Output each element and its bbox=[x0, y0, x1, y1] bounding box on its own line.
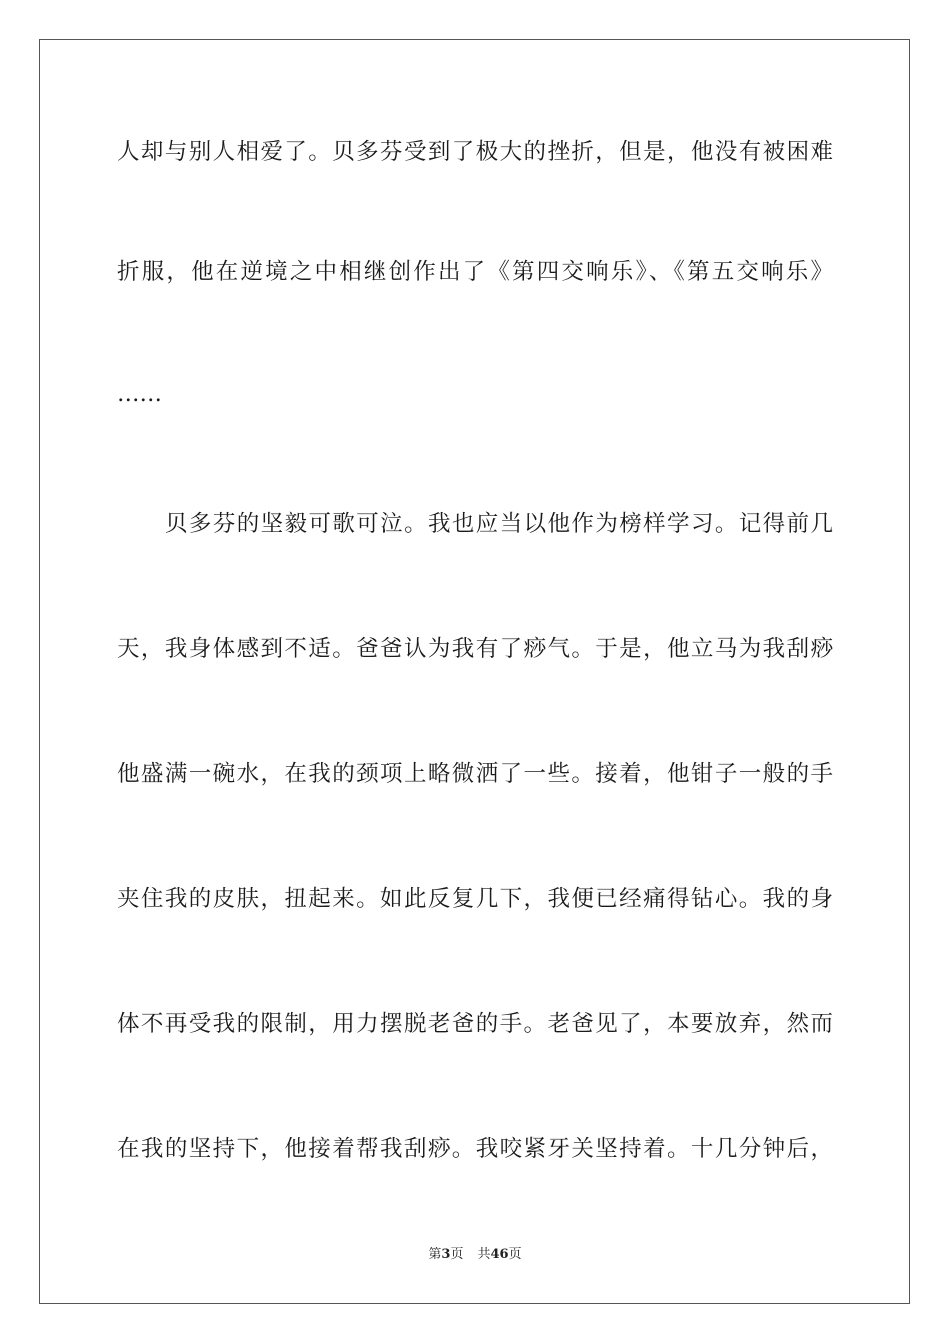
body-text-line-5: 天，我身体感到不适。爸爸认为我有了痧气。于是，他立马为我刮痧 bbox=[117, 636, 833, 662]
body-text-line-3: …… bbox=[117, 381, 162, 407]
page-footer bbox=[0, 1246, 950, 1264]
page-suffix: 页 bbox=[450, 1247, 464, 1262]
total-pages: 46 bbox=[490, 1247, 509, 1262]
paragraph-start-line: 贝多芬的坚毅可歌可泣。我也应当以他作为榜样学习。记得前几 bbox=[165, 511, 833, 537]
body-text-line-7: 夹住我的皮肤，扭起来。如此反复几下，我便已经痛得钻心。我的身 bbox=[117, 886, 833, 912]
page-prefix: 第 bbox=[428, 1247, 442, 1262]
body-text-line-6: 他盛满一碗水，在我的颈项上略微洒了一些。接着，他钳子一般的手 bbox=[117, 761, 833, 787]
total-prefix: 共 bbox=[477, 1247, 491, 1262]
body-text-line-8: 体不再受我的限制，用力摆脱老爸的手。老爸见了，本要放弃，然而 bbox=[117, 1011, 833, 1037]
total-suffix: 页 bbox=[508, 1247, 522, 1262]
body-text-line-9: 在我的坚持下，他接着帮我刮痧。我咬紧牙关坚持着。十几分钟后， bbox=[117, 1136, 833, 1162]
page-number: 3 bbox=[441, 1247, 451, 1262]
body-text-line-1: 人却与别人相爱了。贝多芬受到了极大的挫折，但是，他没有被困难 bbox=[117, 139, 833, 165]
page-border bbox=[39, 39, 910, 1304]
body-text-line-2: 折服，他在逆境之中相继创作出了《第四交响乐》、《第五交响乐》 bbox=[117, 259, 833, 285]
